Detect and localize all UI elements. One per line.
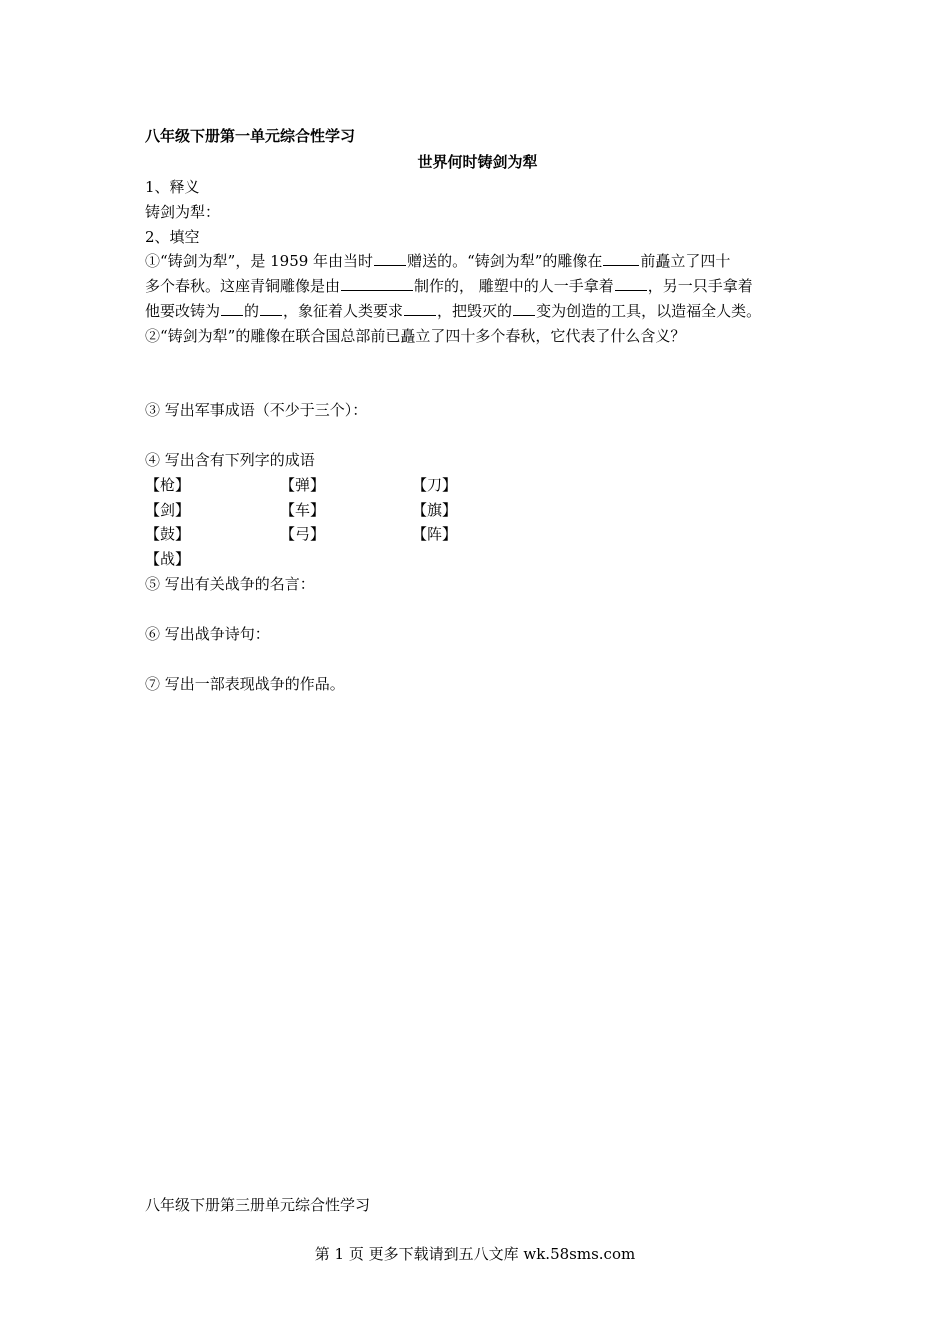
fill-blank[interactable] (404, 301, 436, 316)
page-footer: 第 1 页 更多下载请到五八文库 wk.58sms.com (314, 1245, 636, 1263)
q1-text: 赠送的。“铸剑为犁”的雕像在 (407, 252, 603, 270)
question1-line1 (145, 249, 730, 273)
character-item: 【剑】 (145, 501, 191, 519)
character-item: 【弹】 (280, 476, 326, 494)
question2: ②“铸剑为犁”的雕像在联合国总部前已矗立了四十多个春秋，它代表了什么含义？ (145, 327, 686, 345)
q1-text: 他要改铸为 (145, 302, 221, 320)
main-title: 世界何时铸剑为犁 (417, 153, 538, 171)
q1-text: ①“铸剑为犁”，是 1959 年由当时 (145, 252, 374, 270)
fill-blank[interactable] (603, 251, 639, 266)
fill-blank[interactable] (615, 276, 647, 291)
character-item: 【车】 (280, 501, 326, 519)
question4: ④ 写出含有下列字的成语 (145, 451, 315, 469)
q1-text: 多个春秋。这座青铜雕像是由 (145, 277, 341, 295)
q1-text: ，象征着人类要求 (283, 302, 404, 320)
q1-text: 的 (244, 302, 260, 320)
section1-heading: 1、释义 (145, 178, 200, 196)
q1-text: ，把毁灭的 (437, 302, 513, 320)
fill-blank[interactable] (513, 301, 535, 316)
q1-text: 变为创造的工具，以造福全人类。 (536, 302, 762, 320)
character-item: 【刀】 (412, 476, 458, 494)
fill-blank[interactable] (341, 276, 413, 291)
unit-title: 八年级下册第一单元综合性学习 (145, 127, 356, 145)
q1-text: ，另一只手拿着 (647, 277, 753, 295)
question1-line3 (145, 299, 761, 323)
section2-heading: 2、填空 (145, 228, 200, 246)
question5: ⑤ 写出有关战争的名言： (145, 575, 315, 593)
question3: ③ 写出军事成语（不少于三个）： (145, 401, 368, 419)
document-page (145, 0, 810, 1344)
fill-blank[interactable] (221, 301, 243, 316)
character-item: 【弓】 (280, 525, 326, 543)
q1-text: 制作的， 雕塑中的人一手拿着 (414, 277, 614, 295)
character-item: 【鼓】 (145, 525, 191, 543)
q1-text: 前矗立了四十 (640, 252, 731, 270)
fill-blank[interactable] (374, 251, 406, 266)
question6: ⑥ 写出战争诗句： (145, 625, 270, 643)
next-section-title: 八年级下册第三册单元综合性学习 (145, 1196, 371, 1214)
question1-line2 (145, 274, 753, 298)
character-item: 【阵】 (412, 525, 458, 543)
character-item: 【战】 (145, 550, 191, 568)
character-item: 【旗】 (412, 501, 458, 519)
section1-term: 铸剑为犁： (145, 203, 221, 221)
fill-blank[interactable] (260, 301, 282, 316)
question7: ⑦ 写出一部表现战争的作品。 (145, 675, 345, 693)
character-item: 【枪】 (145, 476, 191, 494)
